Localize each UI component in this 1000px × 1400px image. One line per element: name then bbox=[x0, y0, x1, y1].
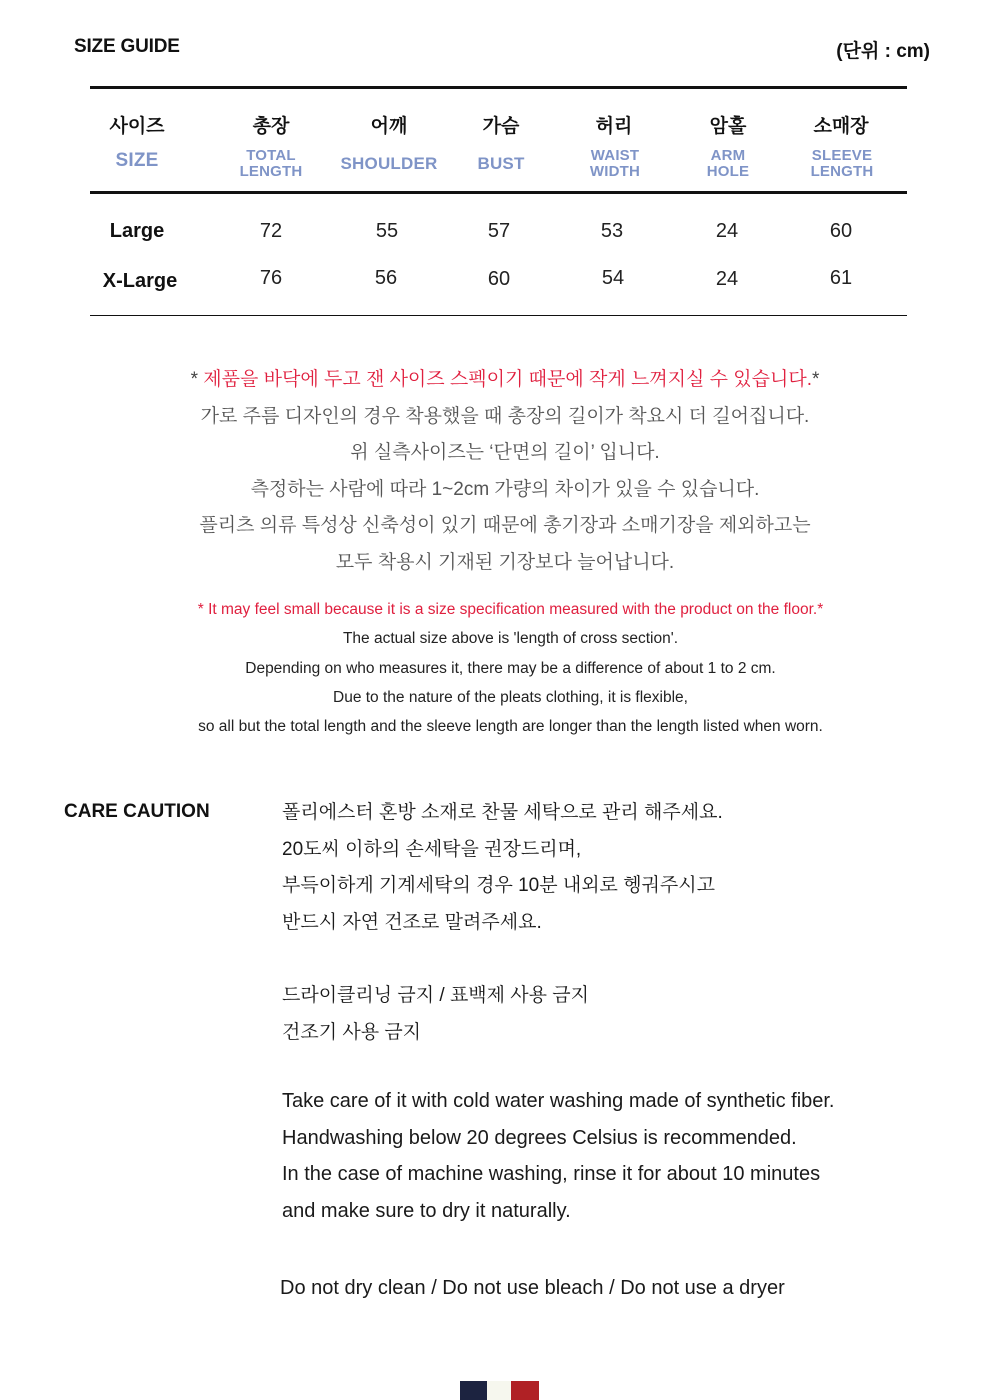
col-header-line: WAIST bbox=[590, 147, 640, 164]
size-guide-title: SIZE GUIDE bbox=[74, 36, 180, 57]
col-header-shoulder-eng: SHOULDER bbox=[340, 154, 438, 173]
cell-total-length: 76 bbox=[259, 267, 283, 289]
care-prohibitions-korean bbox=[282, 978, 589, 1051]
size-table bbox=[90, 86, 907, 316]
cell-total-length: 72 bbox=[259, 220, 283, 242]
cell-waist: 54 bbox=[601, 267, 625, 289]
korean-warning bbox=[0, 362, 1000, 399]
care-line: 반드시 자연 건조로 말려주세요. bbox=[282, 911, 542, 933]
col-header-bust-eng: BUST bbox=[477, 154, 525, 173]
care-line: 20도씨 이하의 손세탁을 권장드리며, bbox=[282, 838, 582, 860]
col-header-line: TOTAL bbox=[246, 147, 296, 164]
care-prohibitions-english: Do not dry clean / Do not use bleach / Do not use a dryer bbox=[280, 1277, 785, 1299]
care-line: 부득이하게 기계세탁의 경우 10분 내외로 헹궈주시고 bbox=[282, 875, 715, 896]
col-header-size-kor: 사이즈 bbox=[109, 116, 165, 137]
col-header-line: WIDTH bbox=[589, 163, 641, 180]
flag-stripe-red bbox=[511, 1381, 539, 1400]
col-header-waist-eng bbox=[590, 148, 640, 180]
care-line: Take care of it with cold water washing made of synthetic fiber. bbox=[282, 1090, 835, 1112]
col-header-line: ARM bbox=[710, 147, 746, 164]
col-header-armhole-kor: 암홀 bbox=[709, 116, 747, 137]
cell-sleeve: 61 bbox=[829, 267, 853, 289]
row-size-label: Large bbox=[109, 220, 165, 242]
english-notes bbox=[0, 595, 1000, 741]
col-header-line: LENGTH bbox=[239, 163, 303, 180]
col-header-waist-kor: 허리 bbox=[595, 116, 633, 137]
col-header-total-length-eng bbox=[240, 148, 303, 180]
tricolor-flag-icon bbox=[460, 1381, 539, 1400]
table-body bbox=[90, 194, 907, 316]
care-caution-label: CARE CAUTION bbox=[64, 801, 210, 822]
care-instructions-english bbox=[282, 1083, 835, 1229]
english-warning: * It may feel small because it is a size specification measured with the product on the floor.* bbox=[197, 601, 824, 618]
unit-label: (단위 : cm) bbox=[836, 41, 930, 62]
korean-note-line: 모두 착용시 기재된 기장보다 늘어납니다. bbox=[335, 551, 675, 573]
care-line: 폴리에스터 혼방 소재로 찬물 세탁으로 관리 해주세요. bbox=[282, 802, 723, 823]
asterisk: * bbox=[190, 369, 204, 390]
cell-armhole: 24 bbox=[715, 220, 739, 242]
english-note-line: Due to the nature of the pleats clothing, it is flexible, bbox=[333, 688, 688, 706]
cell-bust: 57 bbox=[487, 220, 511, 242]
korean-note-line: 측정하는 사람에 따라 1~2cm 가량의 차이가 있을 수 있습니다. bbox=[250, 478, 760, 500]
col-header-sleeve-eng bbox=[811, 148, 874, 180]
row-size-label: X-Large bbox=[102, 270, 178, 292]
cell-sleeve: 60 bbox=[829, 220, 853, 242]
cell-shoulder: 56 bbox=[374, 267, 398, 289]
flag-stripe-navy bbox=[460, 1381, 487, 1400]
table-header bbox=[90, 86, 907, 194]
col-header-bust-kor: 가슴 bbox=[482, 116, 520, 137]
col-header-line: HOLE bbox=[706, 163, 750, 180]
english-note-line: so all but the total length and the sleeve length are longer than the length listed when worn. bbox=[198, 718, 823, 736]
col-header-line: LENGTH bbox=[810, 163, 874, 180]
korean-note-line: 가로 주름 디자인의 경우 착용했을 때 총장의 길이가 착요시 더 길어집니다. bbox=[200, 405, 810, 427]
asterisk: * bbox=[811, 369, 820, 390]
care-line: and make sure to dry it naturally. bbox=[282, 1199, 571, 1222]
care-line: Handwashing below 20 degrees Celsius is recommended. bbox=[282, 1126, 797, 1149]
korean-notes bbox=[0, 362, 1000, 581]
care-instructions-korean bbox=[282, 795, 723, 941]
care-line: In the case of machine washing, rinse it for about 10 minutes bbox=[282, 1163, 821, 1185]
col-header-total-length-kor: 총장 bbox=[252, 116, 290, 137]
korean-warning-text: 제품을 바닥에 두고 잰 사이즈 스펙이기 때문에 작게 느껴지실 수 있습니다. bbox=[203, 369, 812, 390]
cell-bust: 60 bbox=[487, 268, 511, 290]
english-note-line: The actual size above is 'length of cross section'. bbox=[342, 630, 679, 648]
col-header-sleeve-kor: 소매장 bbox=[813, 116, 869, 137]
cell-armhole: 24 bbox=[715, 268, 739, 290]
care-line: 드라이클리닝 금지 / 표백제 사용 금지 bbox=[282, 985, 589, 1006]
col-header-shoulder-kor: 어깨 bbox=[370, 116, 408, 137]
flag-stripe-white bbox=[487, 1381, 511, 1400]
col-header-armhole-eng bbox=[707, 148, 749, 180]
cell-shoulder: 55 bbox=[375, 220, 399, 242]
col-header-line: SLEEVE bbox=[811, 147, 873, 164]
care-line: 건조기 사용 금지 bbox=[282, 1021, 422, 1043]
korean-note-line: 플리츠 의류 특성상 신축성이 있기 때문에 총기장과 소매기장을 제외하고는 bbox=[199, 515, 811, 536]
english-note-line: Depending on who measures it, there may be a difference of about 1 to 2 cm. bbox=[245, 659, 776, 677]
cell-waist: 53 bbox=[600, 220, 624, 242]
col-header-size-eng: SIZE bbox=[115, 150, 159, 171]
korean-note-line: 위 실측사이즈는 ‘단면의 길이’ 입니다. bbox=[350, 442, 660, 463]
